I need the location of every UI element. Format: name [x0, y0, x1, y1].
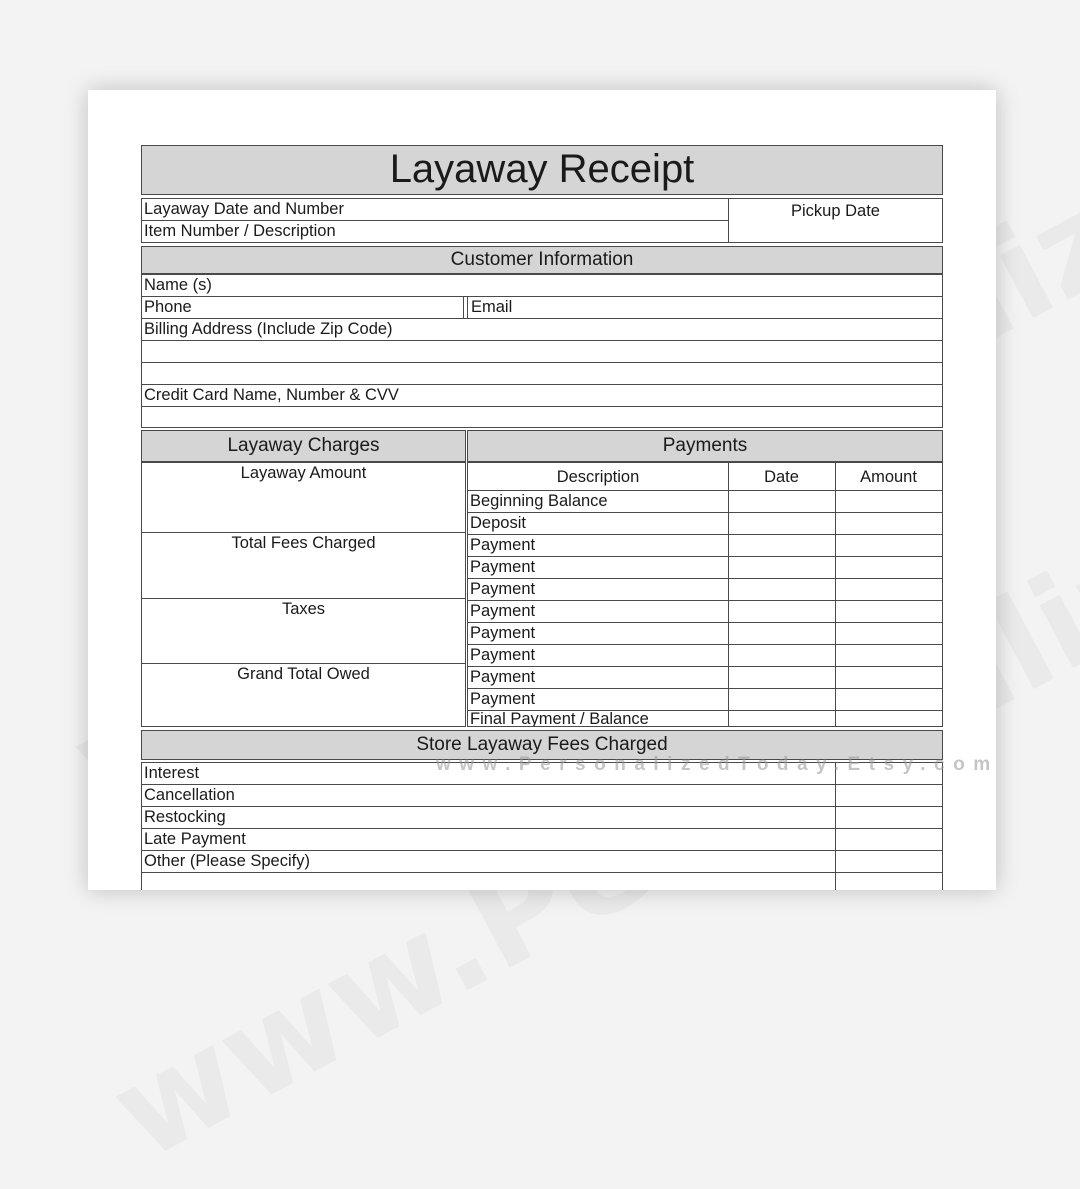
charge-label: Total Fees Charged [231, 534, 376, 552]
payments-header [467, 430, 943, 462]
store-fees-title: Store Layaway Fees Charged [416, 734, 668, 755]
column-header-description: Description [556, 468, 640, 486]
payment-row: Payment [468, 557, 942, 579]
column-header-amount: Amount [860, 468, 917, 486]
pickup-date-box [728, 198, 943, 243]
phone-email-divider [463, 297, 468, 318]
page-title: Layaway Receipt [389, 147, 695, 191]
customer-info-header [141, 246, 943, 274]
item-number-description-field: Item Number / Description [144, 222, 336, 240]
payment-row: Payment [468, 623, 942, 645]
layaway-date-number-field: Layaway Date and Number [142, 199, 728, 221]
charge-cell [142, 664, 465, 727]
payment-row: Beginning Balance [468, 491, 942, 513]
payment-row: Payment [468, 579, 942, 601]
billing-address-line [142, 363, 942, 385]
credit-card-field: Credit Card Name, Number & CVV [142, 385, 942, 407]
top-info-left [141, 198, 729, 243]
charge-cell [142, 463, 465, 533]
payment-row: Final Payment / Balance [470, 710, 649, 727]
fee-row: Restocking [142, 807, 942, 829]
billing-address-field: Billing Address (Include Zip Code) [142, 319, 942, 341]
charge-cell [142, 599, 465, 664]
billing-address-line [142, 341, 942, 363]
charge-label: Taxes [281, 600, 326, 618]
charge-cell [142, 533, 465, 599]
customer-info-box [141, 274, 943, 428]
phone-email-row [142, 297, 942, 319]
fee-row: Other (Please Specify) [142, 851, 942, 873]
watermark-text: www.PersonalizedToday.Etsy.com [436, 754, 999, 775]
email-field: Email [471, 298, 513, 316]
payment-row: Payment [468, 645, 942, 667]
charge-label: Layaway Amount [240, 464, 367, 482]
payment-row: Payment [468, 535, 942, 557]
column-header-date: Date [764, 468, 799, 486]
fee-row: Interest [142, 763, 942, 785]
payments-title: Payments [662, 435, 748, 456]
name-field: Name (s) [142, 275, 942, 297]
layaway-charges-box [141, 462, 466, 727]
customer-info-title: Customer Information [450, 249, 634, 270]
title-box [141, 145, 943, 195]
payment-row: Payment [468, 601, 942, 623]
payments-table [467, 462, 943, 727]
store-fees-table [141, 762, 943, 890]
payment-row: Deposit [468, 513, 942, 535]
phone-field: Phone [144, 298, 192, 316]
payment-row: Payment [468, 689, 942, 711]
fee-row: Late Payment [142, 829, 942, 851]
credit-card-line [142, 407, 942, 428]
charge-label: Grand Total Owed [237, 665, 370, 683]
payments-column-header [468, 463, 942, 491]
pickup-date-label: Pickup Date [791, 202, 880, 220]
layaway-charges-header [141, 430, 466, 462]
layaway-charges-title: Layaway Charges [227, 435, 380, 456]
fee-row: Cancellation [142, 785, 942, 807]
payment-row: Payment [468, 667, 942, 689]
